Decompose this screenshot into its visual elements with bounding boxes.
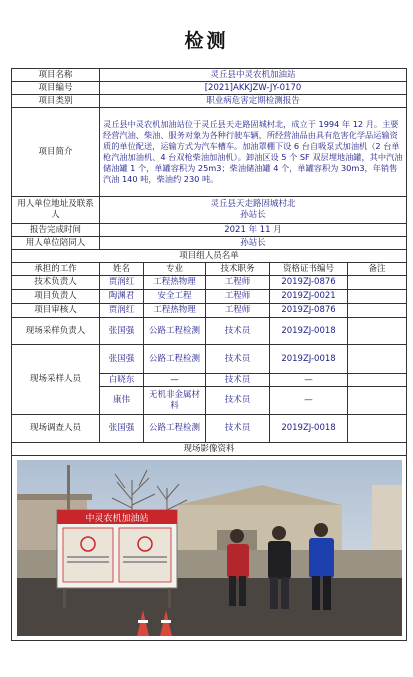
member-cert: — [270, 374, 348, 387]
member-major: 公路工程检测 [144, 415, 206, 443]
member-note [348, 374, 407, 387]
member-name: 白晓东 [100, 374, 144, 387]
row-project-intro [12, 108, 407, 197]
member-major: 公路工程检测 [144, 318, 206, 345]
label-project-intro: 项目简介 [12, 108, 100, 197]
member-name: 贾润红 [100, 276, 144, 290]
table-row [12, 276, 407, 290]
header-cert: 资格证书编号 [270, 263, 348, 276]
value-project-name: 灵丘县中灵农机加油站 [100, 69, 407, 82]
members-section-title: 项目组人员名单 [12, 250, 407, 263]
member-name: 张国强 [100, 345, 144, 374]
row-members-title [12, 250, 407, 263]
header-title: 技术职务 [206, 263, 270, 276]
contact-text: 孙站长 [240, 210, 266, 220]
table-row [12, 345, 407, 374]
member-title: 技术员 [206, 415, 270, 443]
member-major: 无机非金属材料 [144, 387, 206, 415]
member-name: 张国强 [100, 415, 144, 443]
row-project-type [12, 95, 407, 108]
member-cert: 2019ZJ-0876 [270, 276, 348, 290]
member-title: 工程师 [206, 304, 270, 318]
member-role: 项目审核人 [12, 304, 100, 318]
value-address-contact [100, 197, 407, 224]
page-title: 检测 [184, 30, 229, 52]
photo-cell [12, 456, 407, 641]
member-major: 公路工程检测 [144, 345, 206, 374]
sign-title: 中灵农机加油站 [84, 514, 149, 524]
member-note [348, 318, 407, 345]
member-title: 技术员 [206, 318, 270, 345]
member-title: 技术员 [206, 387, 270, 415]
member-note [348, 387, 407, 415]
member-name: 张国强 [100, 318, 144, 345]
member-name: 康伟 [100, 387, 144, 415]
member-note [348, 345, 407, 374]
member-cert: 2019ZJ-0021 [270, 290, 348, 304]
label-address-contact: 用人单位地址及联系人 [12, 197, 100, 224]
label-project-type: 项目类别 [12, 95, 100, 108]
member-note [348, 415, 407, 443]
members-header-row [12, 263, 407, 276]
site-photo [17, 460, 402, 636]
header-role: 承担的工作 [12, 263, 100, 276]
member-note [348, 276, 407, 290]
member-note [348, 304, 407, 318]
row-project-code [12, 82, 407, 95]
header-name: 姓名 [100, 263, 144, 276]
member-cert: — [270, 387, 348, 415]
label-project-name: 项目名称 [12, 69, 100, 82]
member-role: 现场调查人员 [12, 415, 100, 443]
member-note [348, 290, 407, 304]
member-major: 安全工程 [144, 290, 206, 304]
member-major: 工程热物理 [144, 304, 206, 318]
table-row [12, 304, 407, 318]
member-title: 工程师 [206, 276, 270, 290]
member-role: 技术负责人 [12, 276, 100, 290]
value-project-intro: 灵丘县中灵农机加油站位于灵丘县天走路固城村北，成立于 1994 年 12 月。主要经营汽油、柴油、服务对象为各种行驶车辆，所经营油品由具有危害化学品运输资质的单位配送，运输方式为汽车槽车。加油罩棚下设 6 台自吸泵式加油机（2 台单枪汽油加油机、4 台双枪柴油加油机）。卸油区设 5 个 SF 双层埋地油罐，其中汽油储油罐 1 个，单罐容积为 25m3；柴油储油罐 4 个，单罐容积为 30m3，年销售汽油 140 吨，柴油约 230 吨。 [100, 108, 407, 197]
member-cert: 2019ZJ-0018 [270, 415, 348, 443]
label-project-code: 项目编号 [12, 82, 100, 95]
label-report-date: 报告完成时间 [12, 224, 100, 237]
row-address-contact [12, 197, 407, 224]
member-role: 现场采样负责人 [12, 318, 100, 345]
row-project-name [12, 69, 407, 82]
member-role: 项目负责人 [12, 290, 100, 304]
row-photo-title [12, 443, 407, 456]
row-accompany [12, 237, 407, 250]
value-accompany: 孙站长 [100, 237, 407, 250]
table-row [12, 318, 407, 345]
table-row [12, 415, 407, 443]
row-report-date [12, 224, 407, 237]
member-title: 技术员 [206, 345, 270, 374]
member-cert: 2019ZJ-0018 [270, 345, 348, 374]
member-title: 技术员 [206, 374, 270, 387]
site-photo-illustration [17, 460, 402, 636]
member-cert: 2019ZJ-0018 [270, 318, 348, 345]
member-major: 工程热物理 [144, 276, 206, 290]
value-report-date: 2021 年 11 月 [100, 224, 407, 237]
member-role: 现场采样人员 [12, 345, 100, 415]
table-row [12, 290, 407, 304]
value-project-code: [2021]AKKJZW-JY-0170 [100, 82, 407, 95]
header-major: 专业 [144, 263, 206, 276]
report-table [11, 68, 407, 641]
member-name: 贾润红 [100, 304, 144, 318]
value-project-type: 职业病危害定期检测报告 [100, 95, 407, 108]
header-note: 备注 [348, 263, 407, 276]
member-major: — [144, 374, 206, 387]
photo-section-title: 现场影像资料 [12, 443, 407, 456]
member-title: 工程师 [206, 290, 270, 304]
label-accompany: 用人单位陪同人 [12, 237, 100, 250]
row-photo [12, 456, 407, 641]
address-text: 灵丘县天走路固城村北 [210, 199, 296, 209]
member-cert: 2019ZJ-0876 [270, 304, 348, 318]
member-name: 陶渊君 [100, 290, 144, 304]
